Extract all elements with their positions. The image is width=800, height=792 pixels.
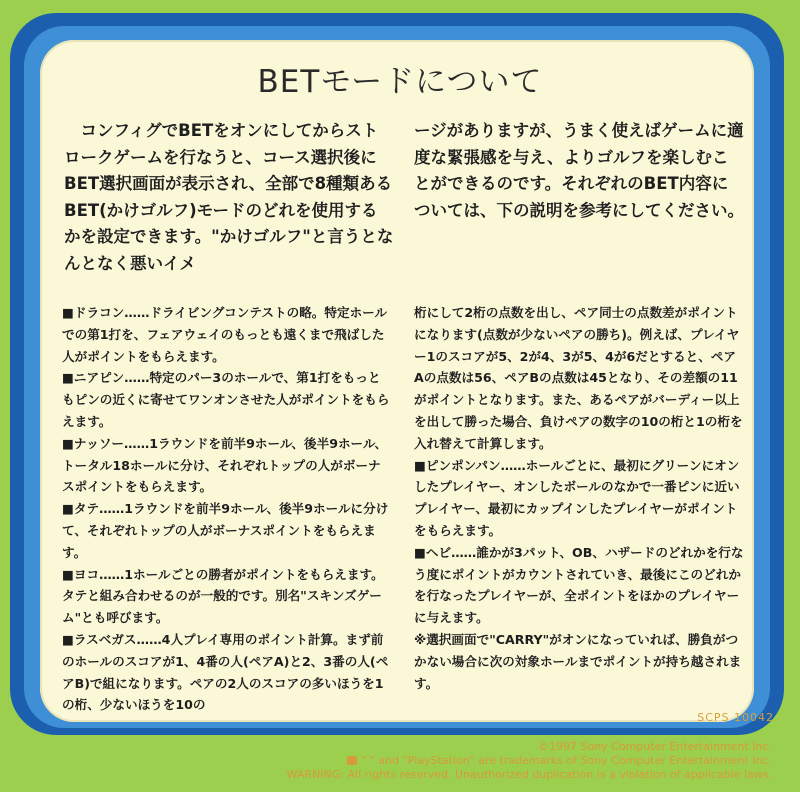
item-hebi: ■ヘビ……誰かが3パット、OB、ハザードのどれかを行なう度にポイントがカウントされていき、最後にこのどれかを行なったプレイヤーが、全ポイントをほかのプレイヤーに与えます。 bbox=[414, 544, 744, 626]
legal-footer bbox=[287, 740, 772, 782]
copyright-line: ©1997 Sony Computer Entertainment Inc. bbox=[538, 740, 772, 753]
item-carry-note: ※選択画面で"CARRY"がオンになっていれば、勝負がつかない場合に次の対象ホールまでポイントが持ち越されます。 bbox=[414, 631, 742, 691]
left-column bbox=[62, 302, 392, 716]
item-lasvegas-cont: 桁にして2桁の点数を出し、ペア同士の点数差がポイントになります(点数が少ないペアの勝ち)。例えば、プレイヤー1のスコアが5、2が4、3が5、4が6だとすると、ペアAの点数は56、ペアBの点数は45となり、その差額の11がポイントとなります。また、あるペアがバーディー以上を出して勝った場合、負けペアの数字の10の桁と1の桁を入れ替えて計算します。 bbox=[414, 305, 743, 451]
item-tate: ■タテ……1ラウンドを前半9ホール、後半9ホールに分けて、それぞれトップの人がボーナスポイントをもらえます。 bbox=[62, 501, 389, 560]
item-lasvegas: ■ラスベガス……4人プレイ専用のポイント計算。まず前のホールのスコアが1、4番の人(ペアA)と2、3番の人(ペアB)で組になります。ペアの2人のスコアの多いほうを1の桁、少ないほうを10の bbox=[62, 631, 389, 713]
item-dracon: ■ドラコン……ドライビングコンテストの略。特定ホールでの第1打を、フェアウェイのもっとも遠くまで飛ばした人がポイントをもらえます。 bbox=[62, 305, 388, 364]
item-pinponpan: ■ピンポンパン……ホールごとに、最初にグリーンにオンしたプレイヤー、オンしたボールのなかで一番ピンに近いプレイヤー、最初にカップインしたプレイヤーがポイントをもらえます。 bbox=[414, 457, 740, 538]
item-nassau: ■ナッソー……1ラウンドを前半9ホール、後半9ホール、トータル18ホールに分け、それぞれトップの人がボーナスポイントをもらえます。 bbox=[62, 435, 388, 495]
item-yoko: ■ヨコ……1ホールごとの勝者がポイントをもらえます。タテと組み合わせるのが一般的です。別名"スキンズゲーム"とも呼びます。 bbox=[62, 566, 384, 626]
warning-line: WARNING: All rights reserved. Unauthorized duplication is a violation of applicable laws. bbox=[286, 768, 772, 781]
trademark-line bbox=[287, 754, 772, 768]
product-code: SCPS 10042 bbox=[697, 711, 774, 724]
item-nearpin: ■ニアピン……特定のパー3のホールで、第1打をもっともピンの近くに寄せてワンオンさせた人がポイントをもらえます。 bbox=[62, 370, 390, 429]
intro-left: コンフィグでBETをオンにしてからストロークゲームを行なうと、コース選択後にBET選択画面が表示され、全部で8種類あるBET(かけゴルフ)モードのどれを使用するかを設定できます。"かけゴルフ"と言うとなんとなく悪いイメ bbox=[64, 121, 394, 273]
intro-right: ージがありますが、うまく使えばゲームに適度な緊張感を与え、よりゴルフを楽しむことができるのです。それぞれのBET内容については、下の説明を参考にしてください。 bbox=[414, 121, 744, 220]
trademark-text: " " and "PlayStation" are trademarks of Sony Computer Entertainment Inc. bbox=[361, 754, 772, 767]
page-title: BETモードについて bbox=[257, 64, 543, 100]
playstation-logo-icon bbox=[347, 756, 357, 765]
right-column bbox=[414, 302, 744, 694]
